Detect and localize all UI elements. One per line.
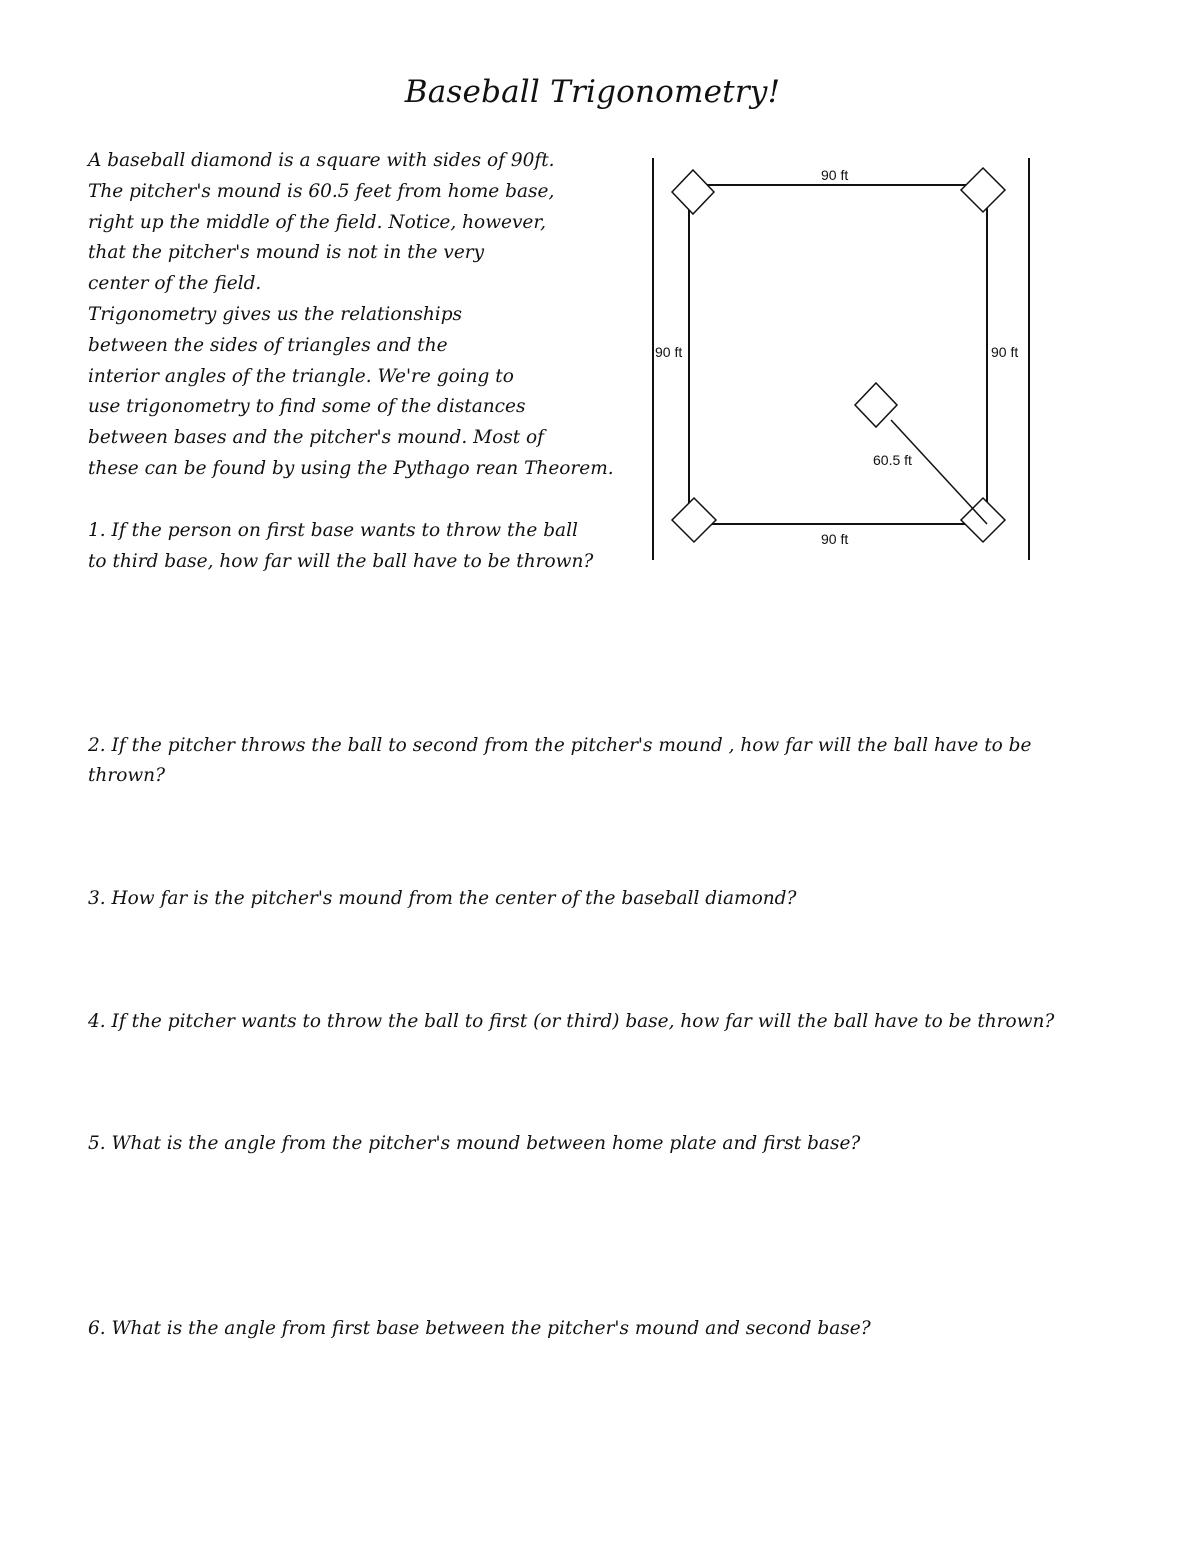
diamond-square <box>689 185 987 524</box>
first-base-icon <box>961 168 1005 212</box>
intro-paragraph <box>88 146 648 485</box>
intro-line: interior angles of the triangle. We're going to <box>88 365 514 387</box>
question-4: 4. If the pitcher wants to throw the ball to first (or third) base, how far will the ball have to be thrown? <box>88 1011 1055 1032</box>
third-base-icon <box>672 498 716 542</box>
question-6: 6. What is the angle from first base between the pitcher's mound and second base? <box>88 1318 871 1339</box>
intro-line: these can be found by using the Pythago rean Theorem. <box>88 457 614 479</box>
intro-line: between the sides of triangles and the <box>88 334 448 356</box>
bottom-side-label: 90 ft <box>821 531 849 547</box>
intro-line: A baseball diamond is a square with sides of 90ft. <box>88 150 555 171</box>
intro-line: center of the field. <box>88 273 262 295</box>
mound-distance-label: 60.5 ft <box>873 452 912 468</box>
left-side-label: 90 ft <box>655 344 683 360</box>
intro-line: use trigonometry to find some of the distances <box>88 396 526 418</box>
intro-line: right up the middle of the field. Notice, however, <box>88 211 547 233</box>
question-1 <box>88 515 648 577</box>
question-2: 2. If the pitcher throws the ball to second from the pitcher's mound , how far will the ball have to be thrown? <box>88 735 1032 786</box>
question-1-line: to third base, how far will the ball have to be thrown? <box>88 551 594 572</box>
intro-line: Trigonometry gives us the relationships <box>88 303 463 325</box>
intro-line: that the pitcher's mound is not in the very <box>88 242 485 264</box>
question-3: 3. How far is the pitcher's mound from the center of the baseball diamond? <box>88 888 797 909</box>
right-side-label: 90 ft <box>991 344 1019 360</box>
intro-line: The pitcher's mound is 60.5 feet from home base, <box>88 180 555 202</box>
intro-line: between bases and the pitcher's mound. Most of <box>88 427 544 449</box>
page-title: Baseball Trigonometry! <box>404 74 781 110</box>
question-5: 5. What is the angle from the pitcher's mound between home plate and first base? <box>88 1133 861 1154</box>
question-1-line: 1. If the person on first base wants to throw the ball <box>88 520 578 541</box>
second-base-icon <box>672 170 714 214</box>
baseball-diamond-diagram <box>640 150 1040 570</box>
top-side-label: 90 ft <box>821 167 849 183</box>
mound-to-home-line <box>891 420 987 524</box>
